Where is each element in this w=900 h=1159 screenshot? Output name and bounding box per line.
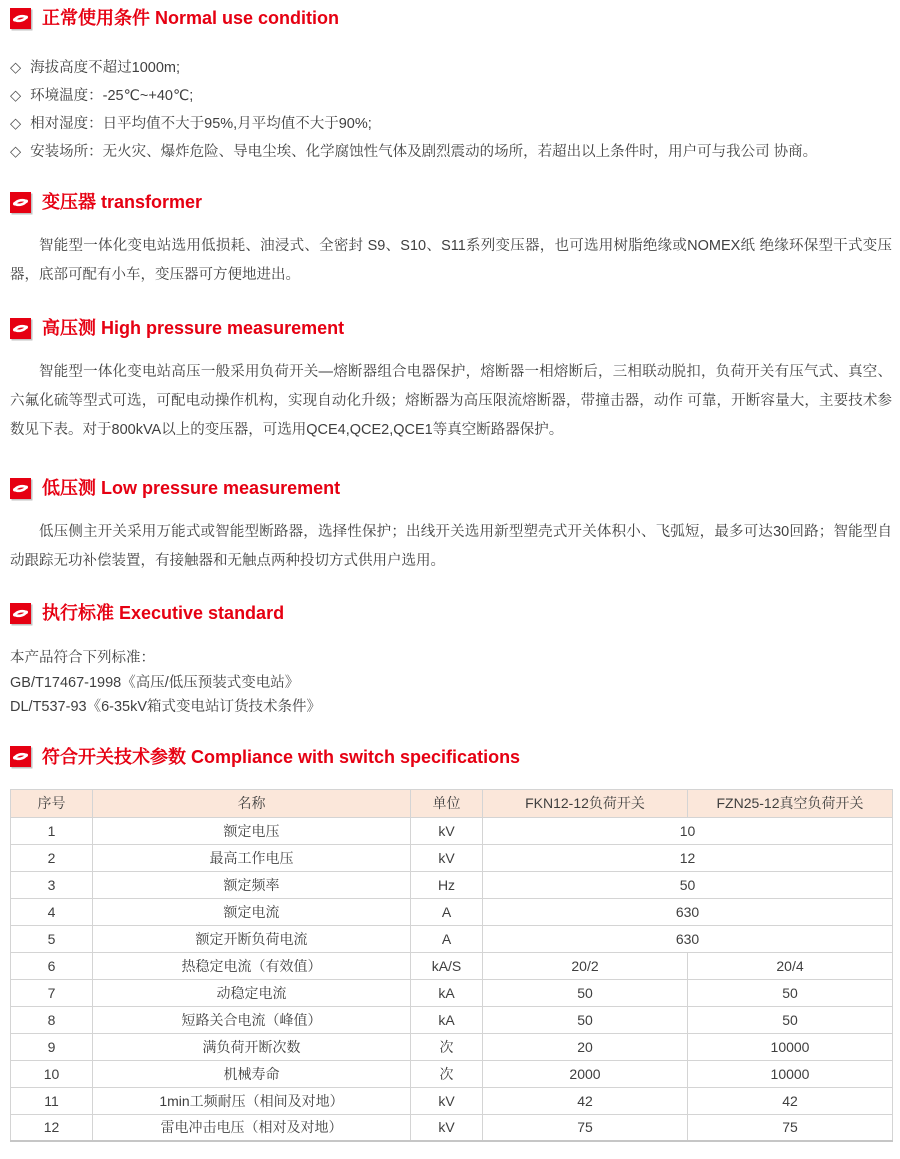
switch-specs-table	[10, 789, 893, 1143]
standards-intro: 本产品符合下列标准：	[10, 650, 155, 666]
table-row	[11, 979, 893, 1006]
cell-fkn-value: 2000	[483, 1060, 688, 1087]
cell-unit: kA/S	[411, 952, 483, 979]
col-header-no: 序号	[11, 789, 93, 817]
bullet-text: 相对湿度：日平均值不大于95%,月平均值不大于90%;	[30, 116, 372, 132]
cell-value-merged: 12	[483, 844, 893, 871]
cell-fkn-value: 50	[483, 1006, 688, 1033]
col-header-unit: 单位	[411, 789, 483, 817]
bullet-text: 安装场所：无火灾、爆炸危险、导电尘埃、化学腐蚀性气体及剧烈震动的场所，若超出以上条件时，用户可与我公司 协商。	[30, 144, 818, 160]
cell-name: 满负荷开断次数	[93, 1033, 411, 1060]
col-header-fzn: FZN25-12真空负荷开关	[688, 789, 893, 817]
cell-no: 1	[11, 817, 93, 844]
cell-name: 动稳定电流	[93, 979, 411, 1006]
cell-fkn-value: 75	[483, 1114, 688, 1141]
section-header-low-pressure	[10, 476, 892, 500]
cell-unit: kV	[411, 817, 483, 844]
cell-name: 额定频率	[93, 871, 411, 898]
cell-unit: 次	[411, 1033, 483, 1060]
cell-name: 额定开断负荷电流	[93, 925, 411, 952]
brand-swirl-icon	[10, 603, 31, 624]
diamond-bullet-icon: ◇	[10, 116, 22, 132]
table-row	[11, 1006, 893, 1033]
section-header-transformer	[10, 190, 892, 214]
normal-use-conditions-list	[10, 54, 892, 166]
table-row	[11, 844, 893, 871]
cell-name: 1min工频耐压（相间及对地）	[93, 1087, 411, 1114]
table-header-row	[11, 789, 893, 817]
table-row	[11, 1060, 893, 1087]
list-item	[10, 110, 892, 138]
cell-no: 9	[11, 1033, 93, 1060]
cell-unit: A	[411, 925, 483, 952]
cell-no: 6	[11, 952, 93, 979]
col-header-name: 名称	[93, 789, 411, 817]
cell-fkn-value: 20/2	[483, 952, 688, 979]
cell-unit: 次	[411, 1060, 483, 1087]
list-item	[10, 54, 892, 82]
table-row	[11, 952, 893, 979]
section-title: 符合开关技术参数 Compliance with switch specifications	[42, 746, 521, 767]
section-header-high-pressure	[10, 316, 892, 340]
cell-name: 雷电冲击电压（相对及对地）	[93, 1114, 411, 1141]
table-row	[11, 925, 893, 952]
cell-no: 5	[11, 925, 93, 952]
section-header-executive-standard	[10, 601, 892, 625]
cell-fkn-value: 42	[483, 1087, 688, 1114]
section-title: 低压测 Low pressure measurement	[42, 478, 341, 498]
cell-name: 最高工作电压	[93, 844, 411, 871]
brand-swirl-icon	[10, 192, 31, 213]
table-row	[11, 1087, 893, 1114]
standard-line: GB/T17467-1998《高压/低压预装式变电站》	[10, 674, 300, 691]
col-header-fkn: FKN12-12负荷开关	[483, 789, 688, 817]
cell-no: 10	[11, 1060, 93, 1087]
cell-fkn-value: 20	[483, 1033, 688, 1060]
cell-no: 4	[11, 898, 93, 925]
cell-unit: kA	[411, 1006, 483, 1033]
cell-value-merged: 630	[483, 898, 893, 925]
list-item	[10, 82, 892, 110]
cell-name: 短路关合电流（峰值）	[93, 1006, 411, 1033]
cell-no: 3	[11, 871, 93, 898]
low-pressure-paragraph: 低压侧主开关采用万能式或智能型断路器，选择性保护；出线开关选用新型塑壳式开关体积小、飞弧短，最多可达30回路；智能型自动跟踪无功补偿装置，有接触器和无触点两种投切方式供用户选用。	[10, 524, 892, 569]
list-item	[10, 138, 892, 166]
section-title: 高压测 High pressure measurement	[42, 318, 345, 338]
table-row	[11, 1033, 893, 1060]
cell-fkn-value: 50	[483, 979, 688, 1006]
table-row	[11, 898, 893, 925]
diamond-bullet-icon: ◇	[10, 88, 22, 104]
cell-unit: Hz	[411, 871, 483, 898]
cell-fzn-value: 75	[688, 1114, 893, 1141]
brand-swirl-icon	[10, 746, 31, 767]
table-row	[11, 871, 893, 898]
brand-swirl-icon	[10, 478, 31, 499]
brand-swirl-icon	[10, 8, 31, 29]
standard-line: DL/T537-93《6-35kV箱式变电站订货技术条件》	[10, 699, 322, 715]
cell-fzn-value: 10000	[688, 1060, 893, 1087]
table-row	[11, 817, 893, 844]
cell-fzn-value: 50	[688, 1006, 893, 1033]
cell-unit: A	[411, 898, 483, 925]
section-header-normal-use	[10, 6, 892, 30]
cell-name: 额定电压	[93, 817, 411, 844]
transformer-paragraph: 智能型一体化变电站选用低损耗、油浸式、全密封 S9、S10、S11系列变压器，也可选用树脂绝缘或NOMEX纸 绝缘环保型干式变压器，底部可配有小车，变压器可方便地进出。	[10, 238, 892, 283]
bullet-text: 海拔高度不超过1000m;	[30, 60, 181, 76]
cell-value-merged: 630	[483, 925, 893, 952]
cell-fzn-value: 10000	[688, 1033, 893, 1060]
section-title: 正常使用条件 Normal use condition	[42, 8, 340, 28]
cell-unit: kV	[411, 844, 483, 871]
cell-unit: kV	[411, 1114, 483, 1141]
cell-no: 2	[11, 844, 93, 871]
cell-fzn-value: 20/4	[688, 952, 893, 979]
cell-no: 7	[11, 979, 93, 1006]
diamond-bullet-icon: ◇	[10, 60, 22, 76]
diamond-bullet-icon: ◇	[10, 144, 22, 160]
cell-unit: kA	[411, 979, 483, 1006]
cell-fzn-value: 42	[688, 1087, 893, 1114]
cell-value-merged: 50	[483, 871, 893, 898]
section-title: 执行标准 Executive standard	[42, 603, 285, 623]
cell-name: 机械寿命	[93, 1060, 411, 1087]
cell-fzn-value: 50	[688, 979, 893, 1006]
high-pressure-paragraph: 智能型一体化变电站高压一般采用负荷开关—熔断器组合电器保护，熔断器一相熔断后，三相联动脱扣，负荷开关有压气式、真空、六氟化硫等型式可选，可配电动操作机构，实现自动化升级；熔断器为高压限流熔断器，带撞击器，动作 可靠，开断容量大，主要技术参数见下表。对于800kVA以上的变压器，可选用QCE4,QCE2,QCE1等真空断路器保护。	[10, 364, 892, 438]
section-header-switch-specs	[10, 745, 892, 769]
cell-no: 11	[11, 1087, 93, 1114]
cell-value-merged: 10	[483, 817, 893, 844]
bullet-text: 环境温度：-25℃~+40℃;	[30, 88, 194, 104]
brand-swirl-icon	[10, 318, 31, 339]
table-row	[11, 1114, 893, 1141]
cell-name: 额定电流	[93, 898, 411, 925]
section-title: 变压器 transformer	[42, 192, 203, 212]
cell-no: 12	[11, 1114, 93, 1141]
standards-list	[10, 646, 892, 720]
cell-unit: kV	[411, 1087, 483, 1114]
cell-no: 8	[11, 1006, 93, 1033]
cell-name: 热稳定电流（有效值）	[93, 952, 411, 979]
